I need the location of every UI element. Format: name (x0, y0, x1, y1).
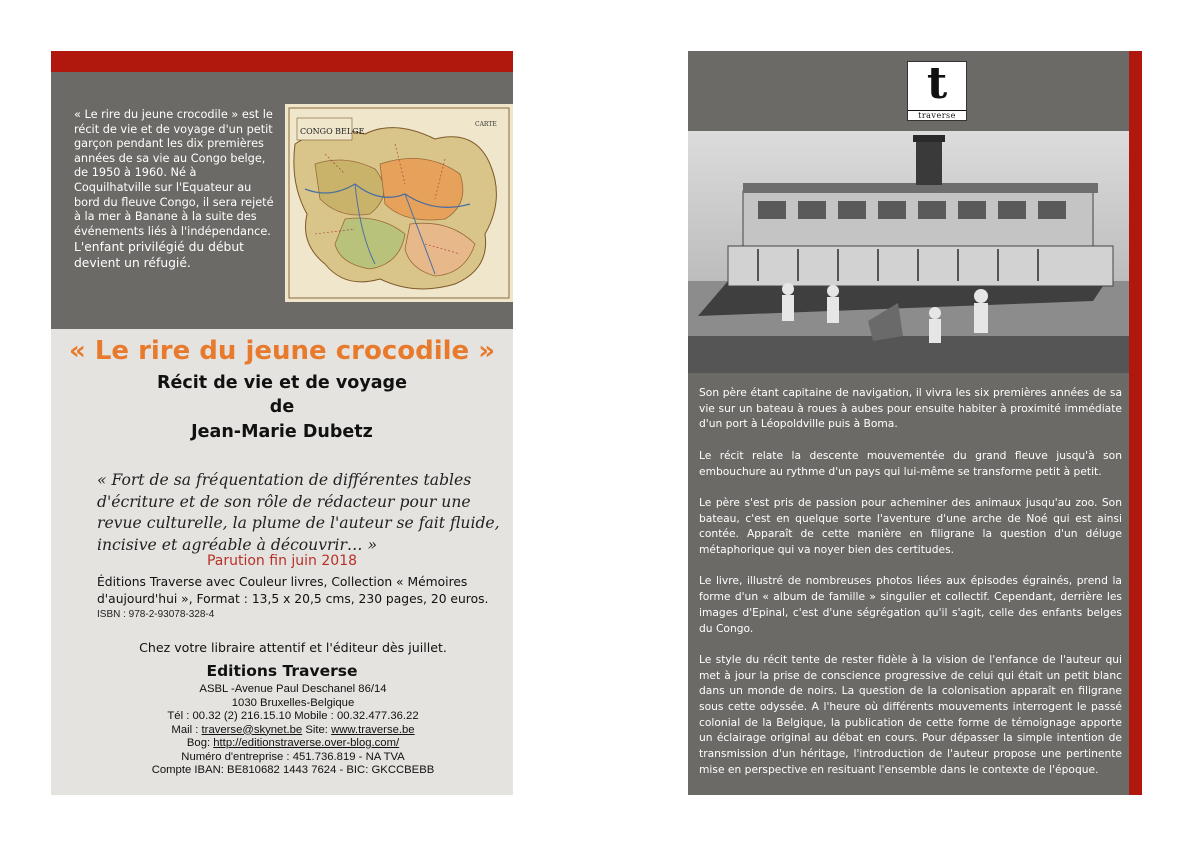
story-paragraph: Le livre, illustré de nombreuses photos liées aux épisodes égrainés, prend la forme d'un « album de famille » singulier et collectif. Cependant, derrière les images d'Epinal, c'est d'une ségrégation qu'il s'agit, celle des enfants belges du Congo. (699, 574, 1122, 635)
side-red-band (1129, 51, 1142, 795)
publisher-name: Editions Traverse (206, 662, 358, 680)
mail-site-line (51, 724, 535, 738)
congo-map-image (285, 104, 513, 302)
photo-illustration (688, 131, 1129, 373)
site-label: Site: (302, 723, 332, 736)
mail-label: Mail : (171, 723, 202, 736)
release-date: Parution fin juin 2018 (206, 553, 358, 569)
back-panel (688, 51, 1129, 795)
riverboat-photo (688, 131, 1129, 373)
intro-paragraph: « Le rire du jeune crocodile » est le récit de vie et de voyage d'un petit garçon pendant les dix premières années de sa vie au Congo belge, de 1950 à 1960. Né à Coquilhatville sur l'Equateur au bord du fleuve Congo, il sera rejeté à la mer à Banane à la suite des événements liés à l'indépendance. (74, 108, 274, 238)
map-title: CONGO BELGE (300, 127, 365, 136)
author-name: Jean-Marie Dubetz (191, 422, 373, 442)
intro-text (74, 108, 274, 271)
story-text (699, 385, 1122, 793)
mail-link[interactable]: traverse@skynet.be (201, 723, 303, 736)
top-red-band (51, 51, 513, 72)
blog-link[interactable]: http://editionstraverse.over-blog.com/ (213, 737, 400, 749)
availability-note: Chez votre libraire attentif et l'éditeur dès juillet. (139, 640, 447, 655)
map-label-top: CARTE (475, 121, 497, 128)
logo-word: traverse (908, 110, 966, 120)
subtitle-de: de (269, 397, 295, 417)
book-subtitle: Récit de vie et de voyage (157, 373, 407, 393)
intro-conclusion: L'enfant privilégié du début devient un réfugié. (74, 240, 244, 271)
book-title: « Le rire du jeune crocodile » (68, 336, 496, 366)
blog-label: Bog: (186, 737, 214, 749)
address-line-1: ASBL -Avenue Paul Deschanel 86/14 (199, 683, 387, 695)
publisher-contact (51, 683, 535, 778)
company-number: Numéro d'entreprise : 451.736.819 - NA TVA (181, 750, 405, 763)
address-line-2: 1030 Bruxelles-Belgique (231, 696, 355, 709)
front-panel (51, 51, 513, 795)
story-paragraph: Le père s'est pris de passion pour acheminer des animaux jusqu'au zoo. Son bateau, c'est en quelque sorte l'aventure d'une arche de Noé qui est ainsi contée. Apparaît de cette manière en filigrane la question d'un déluge métaphorique qui va noyer bien des certitudes. (699, 495, 1122, 556)
story-paragraph: Le style du récit tente de rester fidèle à la vision de l'enfance de l'auteur qui met à jour la prise de conscience progressive de celui qui était un petit blanc dans un monde de noirs. La question de la colonisation apparaît en filigrane sous cette odyssée. A l'heure où différents mouvements interrogent le passé colonial de la Belgique, la publication de cette forme de témoignage apporte un éclairage original au débat en cours. Pour dépasser la simple intention de transmission d'un héritage, l'introduction de l'auteur propose une pertinente mise en perspective en resituant l'ensemble dans le contexte de l'époque. (699, 652, 1122, 776)
bank-account: Compte IBAN: BE810682 1443 7624 - BIC: GKCCBEBB (151, 764, 435, 776)
review-quote: « Fort de sa fréquentation de différentes tables d'écriture et de son rôle de rédacteur pour une revue culturelle, la plume de l'auteur se fait fluide, incisive et agréable à découvrir… » (97, 471, 500, 554)
story-paragraph: Son père étant capitaine de navigation, il vivra les six premières années de sa vie sur un bateau à roues à aubes pour ensuite habiter à proximité immédiate d'un port à Léopoldville puis à Boma. (699, 386, 1122, 431)
blog-line (51, 737, 535, 751)
phone-line: Tél : 00.32 (2) 216.15.10 Mobile : 00.32.477.36.22 (167, 710, 419, 722)
site-link[interactable]: www.traverse.be (331, 723, 415, 736)
edition-details: Éditions Traverse avec Couleur livres, Collection « Mémoires d'aujourd'hui », Format : 13,5 x 20,5 cms, 230 pages, 20 euros. (97, 575, 489, 606)
traverse-logo (907, 58, 967, 121)
map-illustration (285, 104, 513, 302)
logo-letter: t (926, 58, 948, 109)
story-paragraph: Le récit relate la descente mouvementée du grand fleuve jusqu'à son embouchure au rythme d'un pays qui lui-même se transforme petit à petit. (699, 448, 1122, 478)
isbn: ISBN : 978-2-93078-328-4 (97, 609, 215, 620)
